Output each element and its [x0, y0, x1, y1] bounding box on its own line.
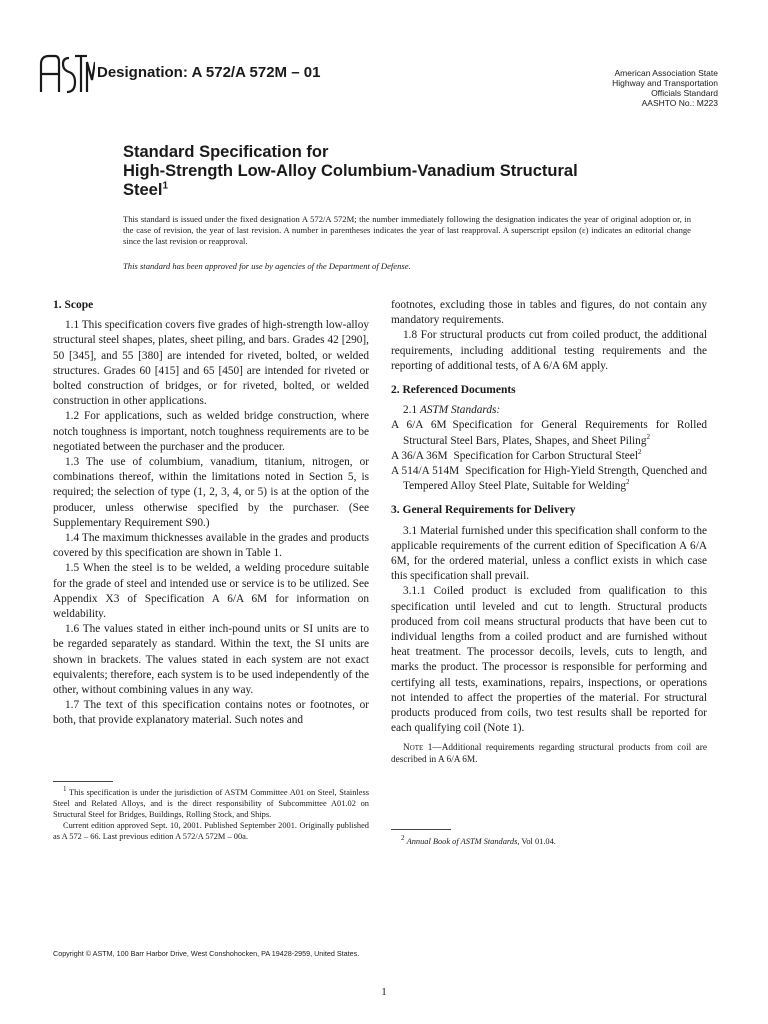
section-heading-delivery: 3. General Requirements for Delivery	[391, 504, 576, 517]
footnote-mark: 2	[626, 478, 630, 487]
title-text: Steel	[123, 181, 163, 199]
paragraph-1-7: 1.7 The text of this specification contains notes or footnotes, or both, that provide explanatory material. Such notes and	[53, 699, 369, 727]
section-heading-scope: 1. Scope	[53, 299, 94, 311]
reference-designation: A 514/A 514M	[391, 465, 460, 478]
aashto-line: Officials Standard	[651, 88, 718, 98]
paragraph-2-1	[391, 403, 707, 418]
right-column	[391, 298, 707, 766]
paragraph-1-4: 1.4 The maximum thicknesses available in the grades and products covered by this specification are shown in Table 1.	[53, 532, 369, 560]
note-label: Note 1	[403, 743, 433, 754]
astm-logo	[37, 52, 95, 98]
reference-title: Specification for High-Yield Strength, Quenched and Tempered Alloy Steel Plate, Suitable for Welding	[403, 465, 707, 493]
title-line: High-Strength Low-Alloy Columbium-Vanadium Structural	[123, 162, 578, 180]
footnote-volume: , Vol 01.04.	[517, 837, 556, 846]
reference-item	[391, 418, 707, 448]
footnote-mark: 2	[646, 432, 650, 441]
note-text: —Additional requirements regarding structural products from coil are described in A 6/A 6M.	[391, 743, 707, 766]
paragraph-1-8: 1.8 For structural products cut from coiled product, the additional requirements, including additional testing requirements and the reporting of additional tests, of A 6/A 6M apply.	[391, 329, 707, 372]
paragraph-1-5: 1.5 When the steel is to be welded, a welding procedure suitable for the grade of steel and intended use or service is to be utilized. See Appendix X3 of Specification A 6/A 6M for information on weldability.	[53, 562, 369, 621]
paragraph-number: 2.1	[403, 404, 418, 417]
footnote-text	[53, 787, 369, 820]
page-number: 1	[381, 986, 387, 998]
dod-approval: This standard has been approved for use by agencies of the Department of Defense.	[123, 261, 411, 271]
title-line	[123, 181, 683, 200]
document-title	[123, 143, 683, 200]
paragraph-3-1: 3.1 Material furnished under this specification shall conform to the applicable requirements of the current edition of Specification A 6/A 6M, for the ordered material, unless a conflict exists in which case this specification shall prevail.	[391, 524, 707, 583]
reference-designation: A 36/A 36M	[391, 449, 448, 462]
reference-title: Specification for Carbon Structural Steel	[453, 449, 638, 462]
paragraph-3-1-1: 3.1.1 Coiled product is excluded from qualification to this specification until leveled and cut to length. Structural products produced from coil means structural products that have been cut to individual lengths from a coiled product and are furnished without heat treatment. The processor decoils, levels, cuts to length, and marks the product. The processor is responsible for performing and certifying all tests, examinations, repairs, inspections, or operations not intended to affect the properties of the material. For structural products produced from coils, two test results shall be reported for each qualifying coil (Note 1).	[391, 585, 707, 735]
footnote-body: This specification is under the jurisdiction of ASTM Committee A01 on Steel, Stainless Steel and Related Alloys, and is the direct responsibility of Subcommittee A01.02 on Structural Steel for Bridges, Buildings, Rolling Stock, and Ships.	[53, 788, 369, 819]
paragraph-1-6: 1.6 The values stated in either inch-pound units or SI units are to be regarded separately as standard. Within the text, the SI units are shown in brackets. The values stated in each system are not exact equivalents; therefore, each system is to be used independently of the other, without combining values in any way.	[53, 623, 369, 697]
paragraph-1-3: 1.3 The use of columbium, vanadium, titanium, nitrogen, or combinations thereof, within the limitations noted in Section 5, is required; the selection of type (1, 2, 3, 4, or 5) is at the option of the producer, unless otherwise specified by the purchaser. (See Supplementary Requirement S90.)	[53, 456, 369, 529]
footnote-mark: 1	[63, 785, 67, 794]
footnote-text	[391, 836, 707, 847]
paragraph-1-2: 1.2 For applications, such as welded bridge construction, where notch toughness is important, notch toughness requirements are to be negotiated between the purchaser and the producer.	[53, 410, 369, 453]
reference-item	[391, 464, 707, 494]
footnote-mark: 2	[401, 834, 405, 843]
aashto-info	[518, 68, 718, 108]
footnote-divider	[391, 829, 451, 830]
note-1	[391, 742, 707, 766]
aashto-line: American Association State	[614, 68, 718, 78]
left-column	[53, 298, 369, 729]
copyright: Copyright © ASTM, 100 Barr Harbor Drive, West Conshohocken, PA 19428-2959, United States.	[53, 949, 360, 958]
footnote-divider	[53, 781, 113, 782]
reference-title: Specification for General Requirements for Rolled Structural Steel Bars, Plates, Shapes, and Sheet Piling	[403, 419, 707, 447]
footnote-mark: 2	[637, 448, 642, 457]
footnote-edition: Current edition approved Sept. 10, 2001. Published September 2001. Originally published as A 572 – 66. Last previous edition A 572/A 572M – 00a.	[53, 821, 369, 841]
reference-designation: A 6/A 6M	[391, 419, 447, 432]
footnote-2	[391, 836, 707, 847]
aashto-line: AASHTO No.: M223	[641, 98, 718, 108]
astm-standards-label: ASTM Standards:	[419, 404, 501, 417]
designation: Designation: A 572/A 572M – 01	[97, 64, 321, 81]
title-footnote-mark: 1	[162, 180, 168, 192]
title-line: Standard Specification for	[123, 143, 329, 161]
aashto-line: Highway and Transportation	[612, 78, 718, 88]
issuance-statement: This standard is issued under the fixed designation A 572/A 572M; the number immediately following the designation indicates the year of original adoption or, in the case of revision, the year of last revision. A number in parentheses indicates the year of last reapproval. A superscript epsilon (ε) indicates an editorial change since the last revision or reapproval.	[123, 214, 691, 246]
footnote-book-title: Annual Book of ASTM Standards	[406, 837, 518, 846]
paragraph-1-1: 1.1 This specification covers five grades of high-strength low-alloy structural steel shapes, plates, sheet piling, and bars. Grades 42 [290], 50 [345], and 55 [380] are intended for riveted, bolted, or welded structures. Grades 60 [415] and 65 [450] are intended for riveted or bolted construction of bridges, or for riveted, bolted, or welded construction in other applications.	[53, 319, 369, 408]
footnote-1	[53, 787, 369, 842]
paragraph-1-7-continued: footnotes, excluding those in tables and figures, do not contain any mandatory requirements.	[391, 299, 707, 327]
section-heading-referenced-documents: 2. Referenced Documents	[391, 384, 516, 397]
reference-item	[391, 449, 707, 464]
